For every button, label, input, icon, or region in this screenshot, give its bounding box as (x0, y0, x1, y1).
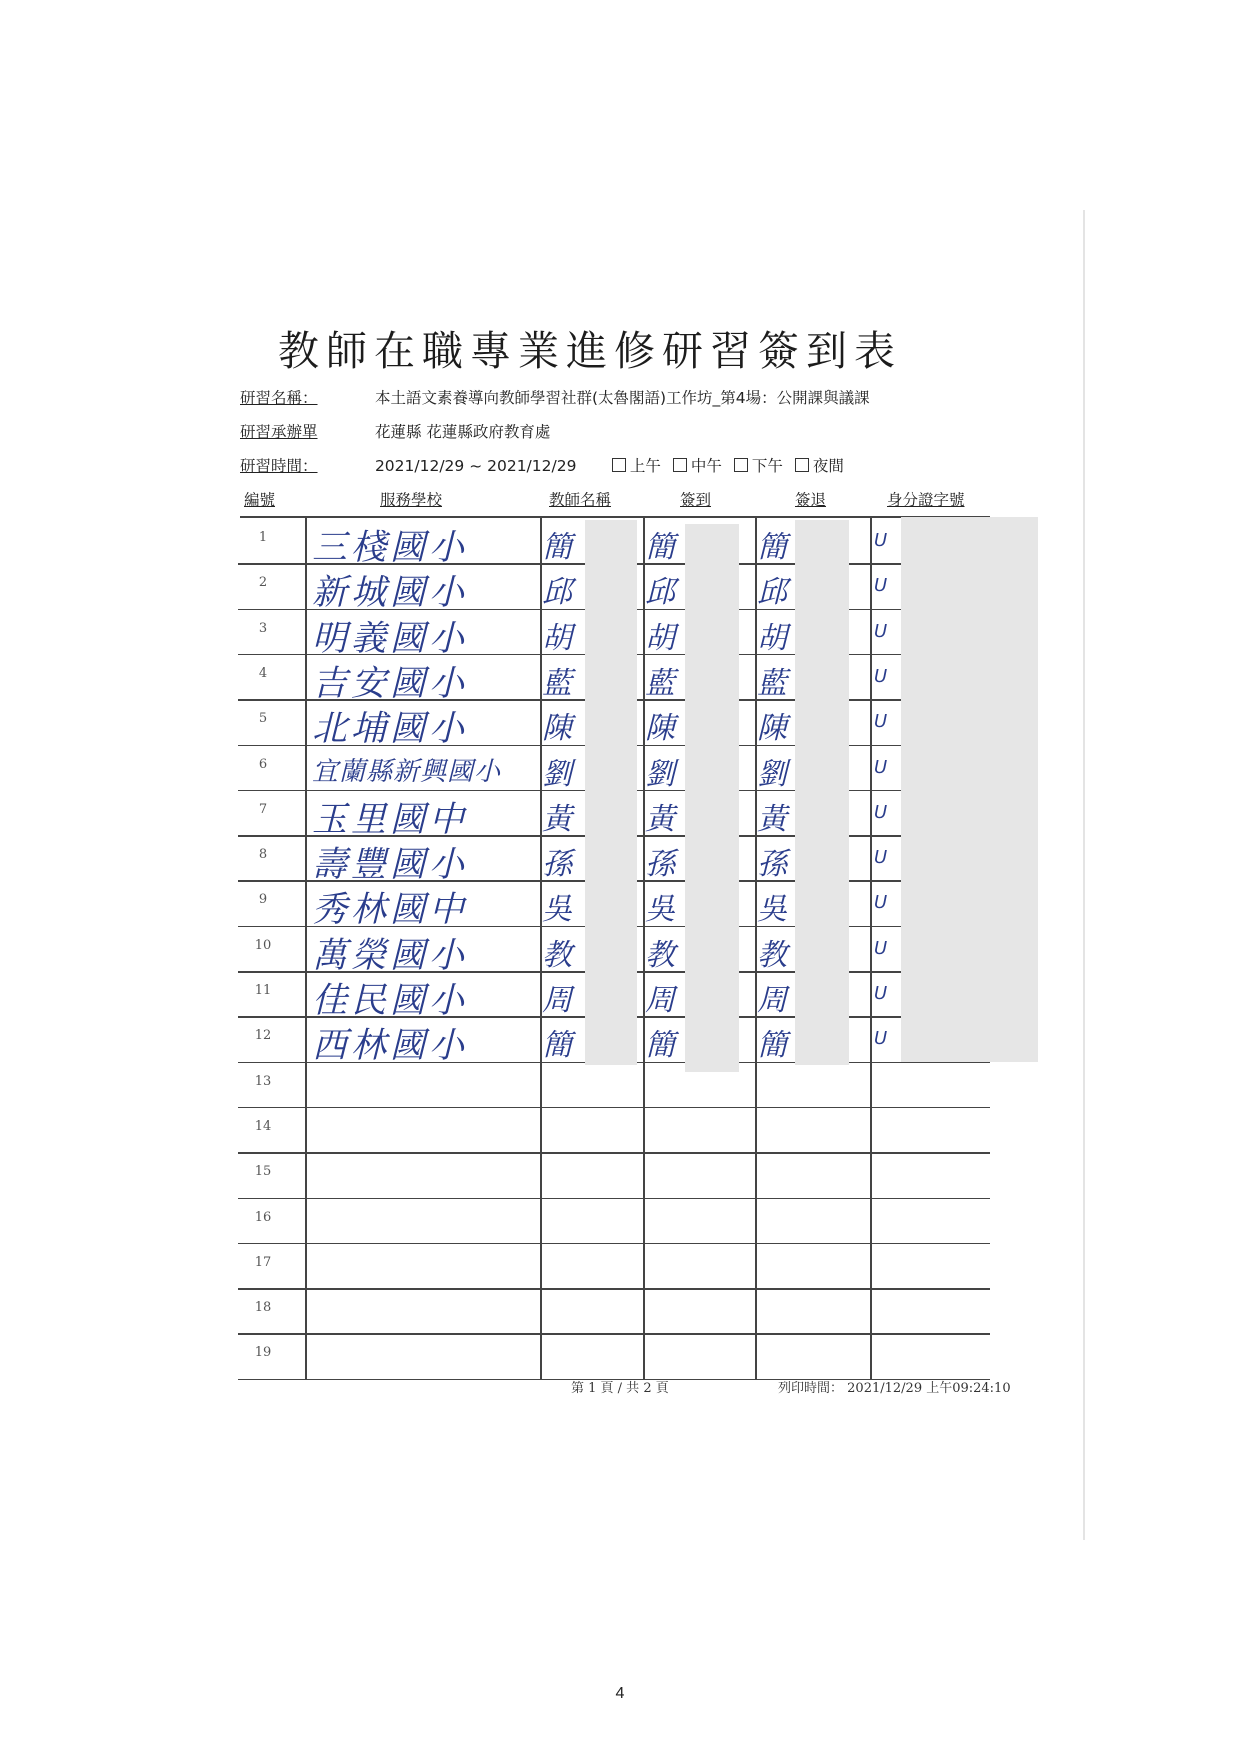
redaction-block (585, 520, 637, 1065)
redaction-block (685, 524, 739, 1072)
table-row (238, 1198, 990, 1243)
teacher-name-signature: 劉 (542, 756, 572, 792)
id-number-handwriting: U (874, 620, 888, 642)
session-option-checkbox[interactable] (612, 454, 661, 476)
col-header-signout: 簽退 (795, 491, 827, 509)
signout-signature: 陳 (757, 711, 787, 747)
signin-signature: 吳 (645, 892, 675, 928)
school-handwriting: 宜蘭縣新興國小 (312, 756, 502, 787)
signout-signature: 孫 (757, 847, 787, 883)
row-number: 18 (254, 1300, 272, 1316)
signout-signature: 吳 (757, 892, 787, 928)
redaction-block (795, 520, 849, 1065)
signout-signature: 邱 (757, 575, 787, 611)
row-number: 5 (258, 711, 268, 727)
signout-signature: 黃 (757, 801, 787, 837)
table-header (240, 488, 990, 514)
id-number-handwriting: U (874, 847, 888, 869)
col-header-signin: 簽到 (680, 491, 712, 509)
signin-signature: 邱 (645, 575, 675, 611)
teacher-name-signature: 教 (542, 937, 572, 973)
field-time (240, 454, 856, 476)
school-handwriting: 壽豐國小 (312, 845, 469, 886)
checkbox-box (612, 458, 626, 472)
session-option-label: 上午 (629, 457, 661, 475)
signin-signature: 簡 (645, 1028, 675, 1064)
checkbox-box (673, 458, 687, 472)
signin-signature: 教 (645, 937, 675, 973)
id-number-handwriting: U (874, 892, 888, 914)
session-options (612, 457, 856, 475)
signout-signature: 周 (757, 983, 787, 1018)
signout-signature: 胡 (757, 620, 787, 656)
table-row (238, 1107, 990, 1152)
signout-signature: 藍 (757, 665, 787, 701)
checkbox-box (795, 458, 809, 472)
row-number: 7 (258, 801, 268, 817)
signin-signature: 胡 (645, 620, 675, 656)
row-number: 16 (254, 1209, 272, 1225)
field-organizer (240, 420, 550, 442)
print-time (778, 1377, 1011, 1396)
print-time-value: 2021/12/29 上午09:24:10 (847, 1381, 1011, 1396)
row-number: 13 (254, 1073, 272, 1089)
signin-signature: 黃 (645, 801, 675, 837)
checkbox-box (734, 458, 748, 472)
row-number: 19 (254, 1345, 272, 1361)
signin-signature: 孫 (645, 847, 675, 883)
school-handwriting: 吉安國小 (312, 663, 469, 704)
field-value: 2021/12/29 ~ 2021/12/29 (374, 457, 577, 475)
document-title: 教師在職專業進修研習簽到表 (278, 327, 902, 375)
signout-signature: 簡 (757, 530, 787, 565)
signin-signature: 簡 (645, 530, 675, 565)
teacher-name-signature: 陳 (542, 711, 572, 747)
id-number-handwriting: U (874, 937, 888, 959)
field-course-name (240, 386, 870, 408)
school-handwriting: 秀林國中 (312, 890, 469, 931)
page-indicator: 第 1 頁 / 共 2 頁 (571, 1381, 669, 1396)
print-time-label: 列印時間： (778, 1381, 844, 1396)
id-number-handwriting: U (874, 1028, 888, 1050)
table-row (238, 1288, 990, 1333)
signout-signature: 簡 (757, 1028, 787, 1064)
row-number: 9 (258, 892, 268, 908)
col-header-teacher: 教師名稱 (549, 491, 612, 509)
teacher-name-signature: 藍 (542, 665, 572, 701)
redaction-block (901, 517, 1038, 1062)
row-number: 11 (254, 983, 272, 998)
field-label: 研習名稱： (240, 389, 318, 407)
col-header-id-number: 身分證字號 (887, 491, 965, 509)
session-option-checkbox[interactable] (734, 454, 783, 476)
col-header-number: 編號 (244, 491, 276, 509)
session-option-checkbox[interactable] (795, 454, 844, 476)
school-handwriting: 北埔國小 (312, 709, 469, 750)
signin-signature: 劉 (645, 756, 675, 792)
session-option-label: 夜間 (812, 457, 844, 475)
id-number-handwriting: U (874, 801, 888, 823)
row-number: 2 (258, 575, 268, 591)
signout-signature: 劉 (757, 756, 787, 792)
signin-signature: 周 (645, 983, 675, 1018)
table-row (238, 1243, 990, 1288)
table-row (238, 1152, 990, 1197)
school-handwriting: 新城國小 (312, 573, 469, 614)
row-number: 17 (254, 1254, 272, 1270)
table-row (238, 1333, 990, 1378)
row-number: 8 (258, 847, 268, 863)
teacher-name-signature: 孫 (542, 847, 572, 883)
teacher-name-signature: 吳 (542, 892, 572, 928)
id-number-handwriting: U (874, 575, 888, 597)
row-number: 14 (254, 1118, 272, 1134)
school-handwriting: 佳民國小 (312, 981, 469, 1021)
row-number: 6 (258, 756, 268, 772)
row-number: 10 (254, 937, 272, 953)
field-value: 本土語文素養導向教師學習社群(太魯閣語)工作坊_第4場：公開課與議課 (374, 389, 870, 407)
col-header-school: 服務學校 (380, 491, 443, 509)
teacher-name-signature: 邱 (542, 575, 572, 611)
field-value: 花蓮縣 花蓮縣政府教育處 (374, 423, 551, 441)
id-number-handwriting: U (874, 665, 888, 687)
signin-signature: 陳 (645, 711, 675, 747)
session-option-label: 下午 (751, 457, 783, 475)
school-handwriting: 萬榮國小 (312, 935, 469, 976)
session-option-checkbox[interactable] (673, 454, 722, 476)
row-number: 1 (258, 530, 268, 545)
row-number: 4 (258, 665, 268, 681)
id-number-handwriting: U (874, 530, 888, 551)
teacher-name-signature: 黃 (542, 801, 572, 837)
teacher-name-signature: 周 (542, 983, 572, 1018)
school-handwriting: 玉里國中 (312, 799, 469, 840)
row-number: 12 (254, 1028, 272, 1044)
school-handwriting: 明義國小 (312, 618, 469, 659)
page-number: 4 (615, 1685, 625, 1702)
session-option-label: 中午 (690, 457, 722, 475)
row-number: 3 (258, 620, 268, 636)
table-row (238, 1062, 990, 1107)
signout-signature: 教 (757, 937, 787, 973)
field-label: 研習承辦單 (240, 423, 318, 441)
row-number: 15 (254, 1164, 272, 1180)
school-handwriting: 三棧國小 (312, 528, 469, 568)
teacher-name-signature: 胡 (542, 620, 572, 656)
id-number-handwriting: U (874, 756, 888, 778)
teacher-name-signature: 簡 (542, 1028, 572, 1064)
teacher-name-signature: 簡 (542, 530, 572, 565)
scan-edge-line (1083, 210, 1085, 1540)
school-handwriting: 西林國小 (312, 1026, 469, 1067)
field-label: 研習時間： (240, 457, 318, 475)
id-number-handwriting: U (874, 711, 888, 733)
id-number-handwriting: U (874, 983, 888, 1004)
signin-signature: 藍 (645, 665, 675, 701)
